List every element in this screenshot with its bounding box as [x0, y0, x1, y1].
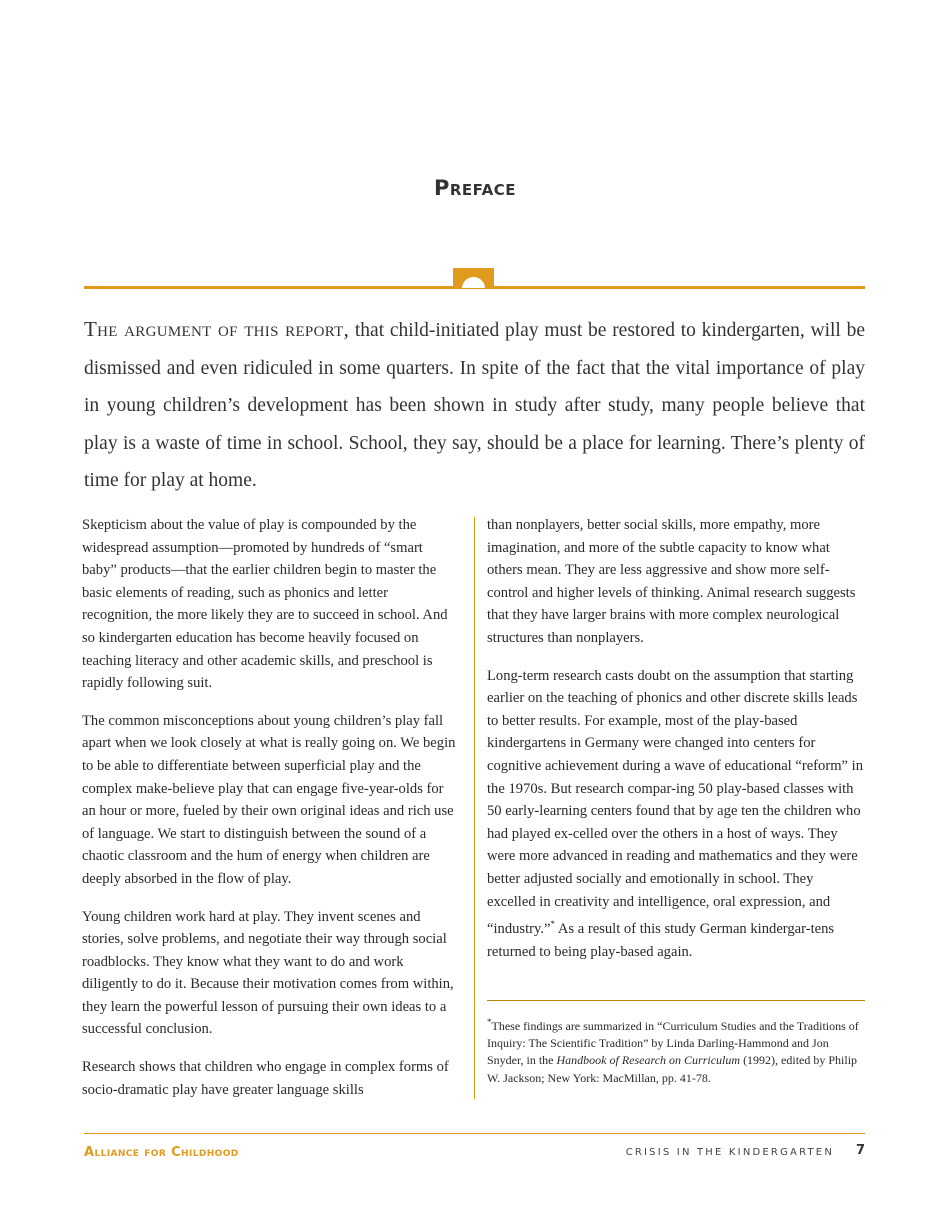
body-paragraph: The common misconceptions about young children’s play fall apart when we look closely at what is really going on. We begin to be able to differentiate between superficial play and the complex make-believe play that can engage five-year-olds for an hour or more, fueled by their own original ideas and rich use of language. We start to distinguish between the sound of a chaotic classroom and the hum of energy when children are deeply absorbed in the flow of play. [82, 712, 456, 887]
footnote [487, 1014, 865, 1087]
footnote-text: These findings are summarized in “Curriculum Studies and the Traditions of Inquiry: The Scientific Tradition” by Linda Darling-Hammond and Jon Snyder, in the [487, 1019, 859, 1068]
footnote-book-title: Handbook of Research on Curriculum [556, 1053, 741, 1068]
page-number: 7 [855, 1143, 865, 1158]
lead-small-caps: The argument of this report, [84, 317, 350, 341]
lead-text: that child-initiated play must be restored to kindergarten, will be dismissed and even ridiculed in some quarters. In spite of the fact that the vital importance of play in young children’s development has been shown in study after study, many people believe that play is a waste of time in school. School, they say, should be a place for learning. There’s plenty of time for play at home. [84, 320, 865, 491]
left-column [82, 514, 460, 1116]
paragraph-text: As a result of this study German kindergar-tens returned to being play-based again. [487, 920, 835, 960]
body-paragraph: than nonplayers, better social skills, more empathy, more imagination, and more of the subtle capacity to know what others mean. They are less aggressive and show more self-control and higher levels of thinking. Animal research suggests that they have larger brains with more complex neurological structures than nonplayers. [487, 517, 856, 646]
footnote-mark: * [487, 1017, 492, 1027]
body-paragraph: Young children work hard at play. They invent scenes and stories, solve problems, and negotiate their way through social roadblocks. They know what they want to do and work diligently to do it. Because their motivation comes from within, they learn the powerful lesson of pursuing their own ideas to a successful conclusion. [82, 908, 454, 1038]
column-divider [474, 517, 475, 1099]
footnote-text: (1992), edited by Philip W. Jackson; New York: MacMillan, pp. 41-78. [487, 1053, 858, 1085]
right-column [487, 514, 865, 978]
lead-paragraph [84, 311, 865, 500]
paragraph-text: Long-term research casts doubt on the assumption that starting earlier on the teaching of phonics and other discrete skills leads to better results. For example, most of the play-based kindergartens in Germany were changed into centers for cognitive achievement during a wave of educational “reform” in the 1970s. But research compar-ing 50 play-based classes with 50 early-learning centers found that by age ten the children who had played ex-celled over the others in a host of ways. They were more advanced in reading and mathematics and they were better adjusted socially and emotionally in school. They excelled in creativity and intelligence, oral expression, and “industry.” [487, 667, 864, 937]
footnote-reference: * [550, 919, 555, 930]
body-paragraph: Skepticism about the value of play is compounded by the widespread assumption—promoted by hundreds of “smart baby” products—that the earlier children begin to master the basic elements of reading, such as phonics and letter recognition, the more likely they are to succeed in school. And so kindergarten education has become heavily focused on teaching literacy and other academic skills, and preschool is rapidly following suit. [82, 517, 448, 692]
footer-report-title: CRISIS IN THE KINDERGARTEN [625, 1147, 834, 1158]
body-paragraph: Research shows that children who engage in complex forms of socio-dramatic play have greater language skills [82, 1059, 449, 1098]
footer-rule [84, 1133, 865, 1134]
tab-dot-ornament [462, 277, 485, 288]
footer-organization: Alliance for Childhood [84, 1145, 239, 1160]
body-paragraph [487, 665, 865, 964]
header-tab-ornament [453, 268, 494, 288]
footnote-rule [487, 1000, 865, 1001]
page-title: Preface [433, 176, 517, 200]
